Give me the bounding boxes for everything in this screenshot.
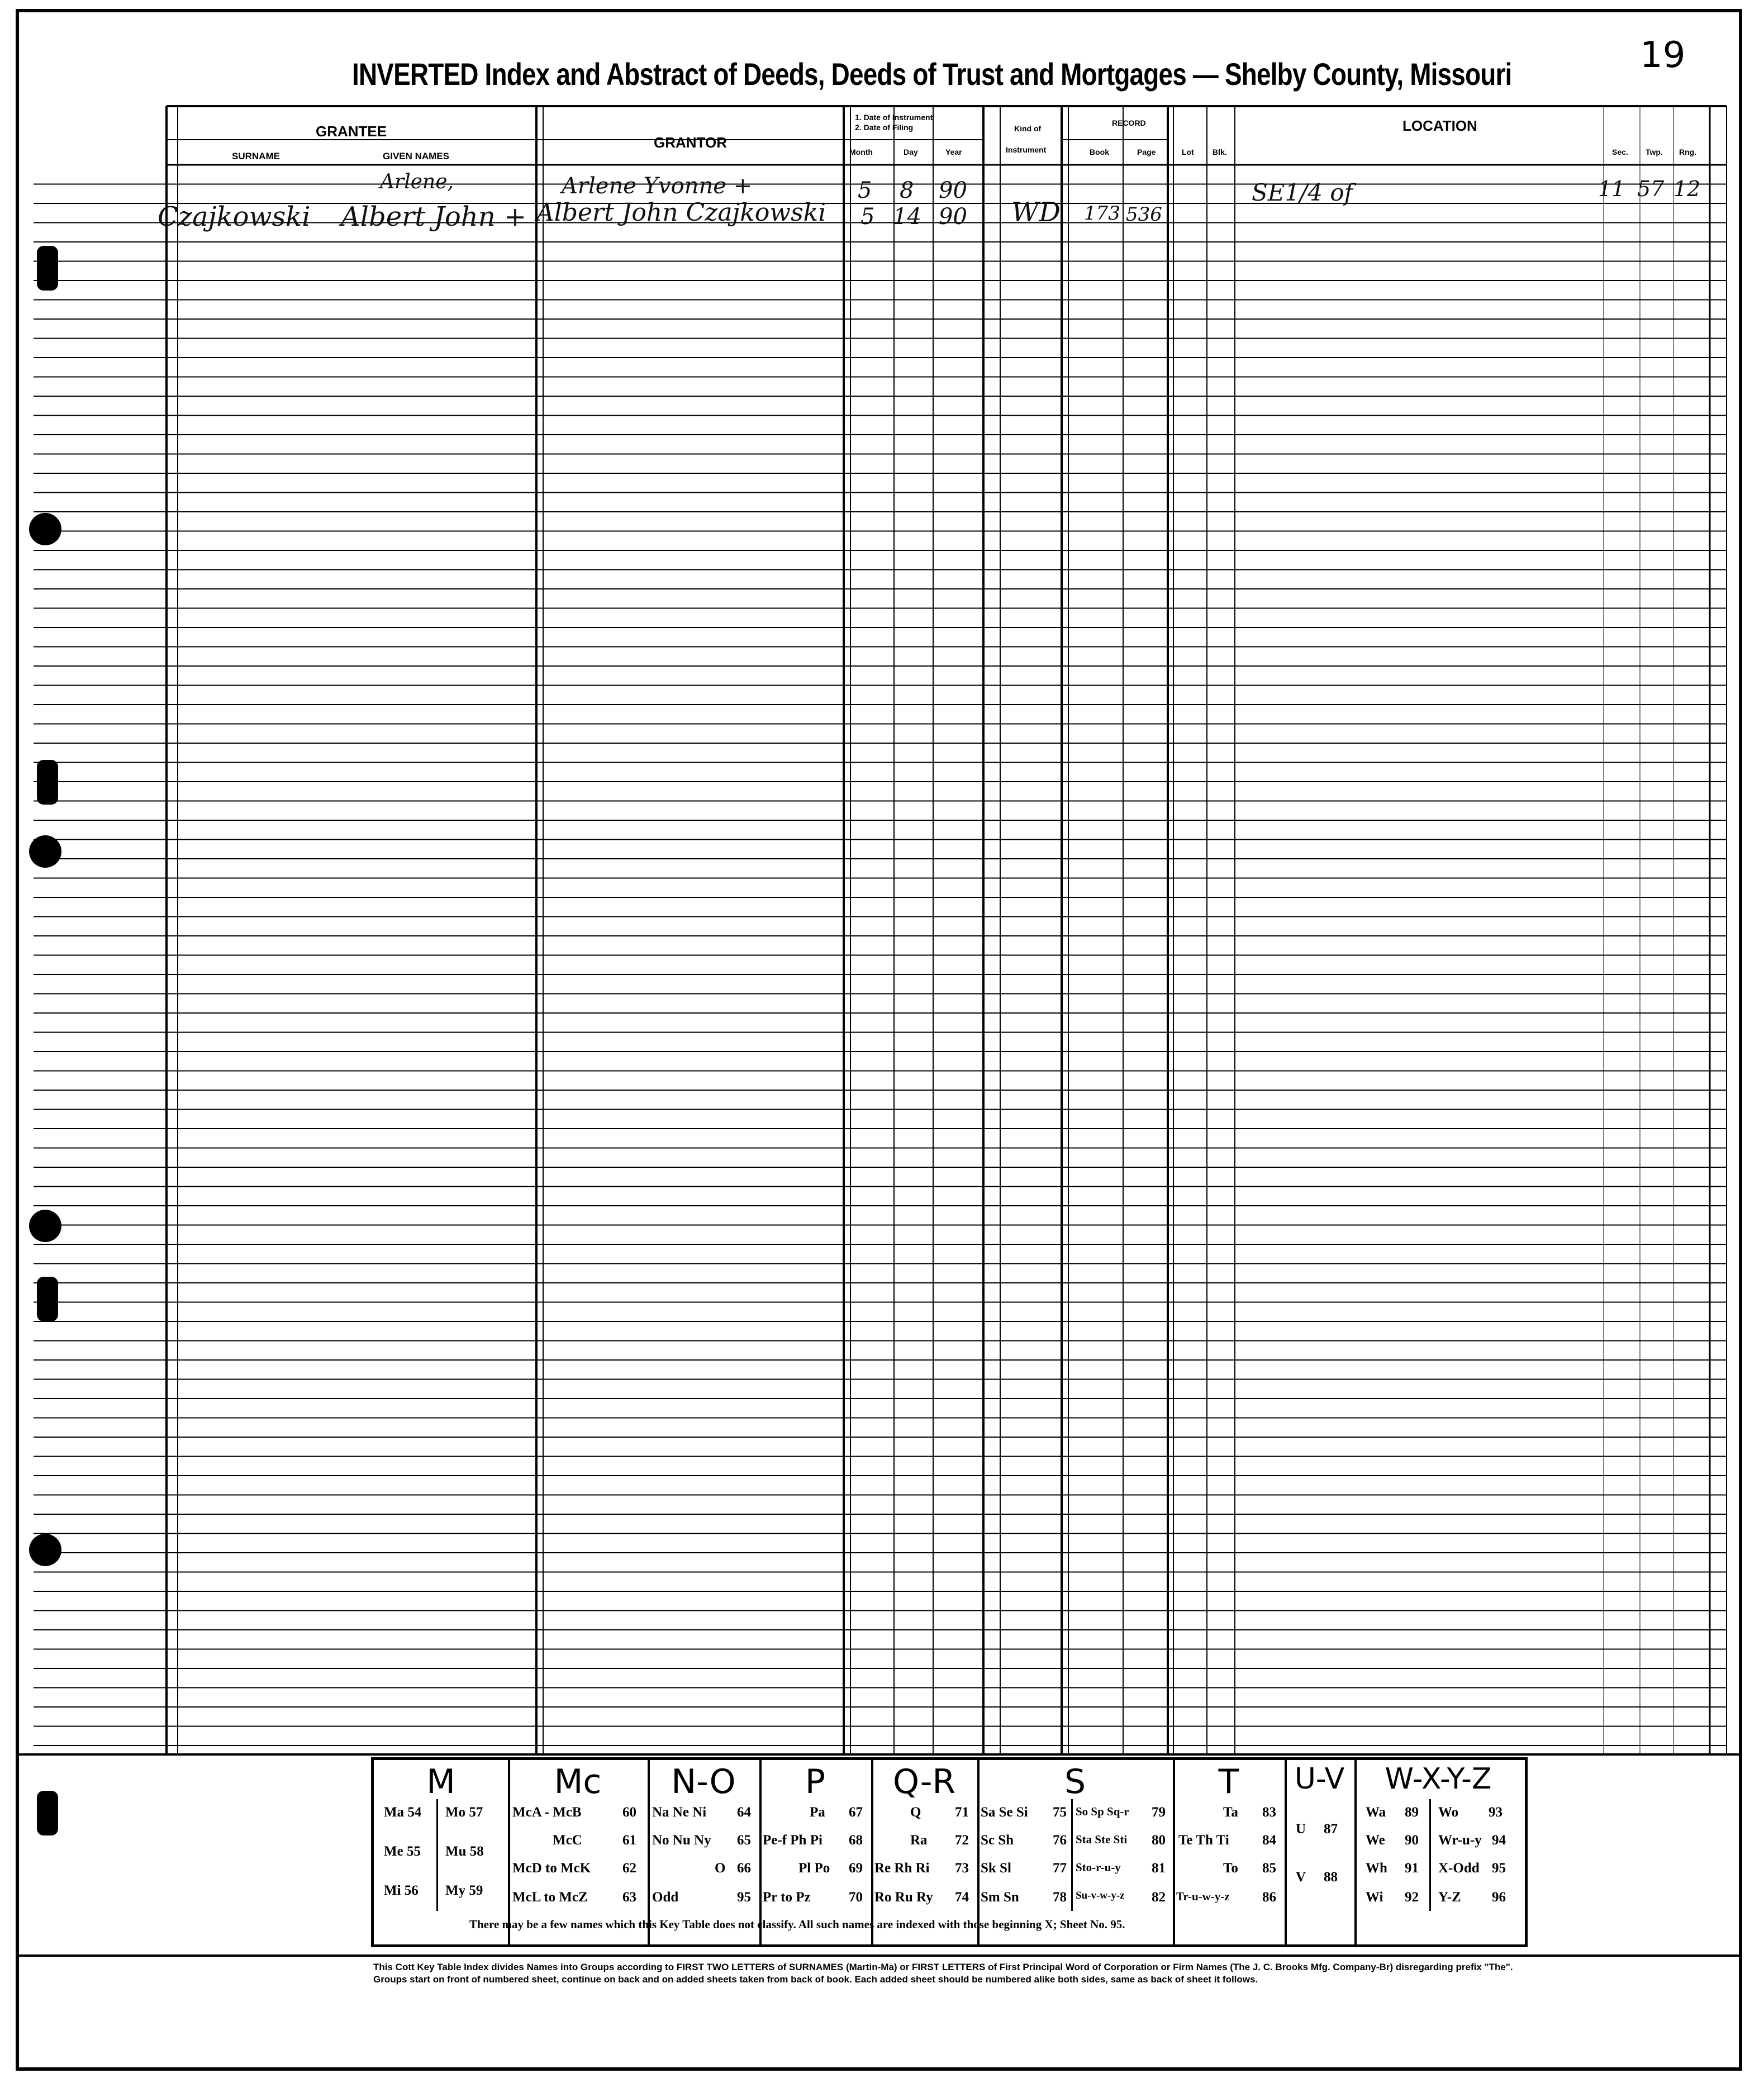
date-filing-header: 2. Date of Filing [855,123,914,132]
key-cell: 92 [1405,1890,1419,1905]
key-cell: Wr-u-y [1438,1833,1482,1848]
instrument-day: 8 [900,178,914,203]
key-cell: 79 [1152,1805,1166,1820]
key-cell: 82 [1152,1890,1166,1905]
key-cell: Pr to Pz [763,1890,811,1905]
page-number: 19 [1640,35,1686,76]
lot-header: Lot [1182,148,1194,156]
key-cell: No Nu Ny [652,1833,711,1848]
month-header: Month [849,148,873,156]
key-cell: Ra [910,1833,928,1848]
grantor-line1: Arlene Yvonne + [562,173,753,199]
key-col-p [759,1760,873,1944]
key-col-qr [871,1760,980,1944]
key-cell: 75 [1053,1805,1067,1820]
grantee-surname: Czajkowski [158,201,311,232]
key-cell: 87 [1324,1822,1338,1837]
key-cell: Q [910,1805,921,1820]
key-cell: 95 [737,1890,751,1905]
blk-header: Blk. [1213,148,1227,156]
key-cell: Wi [1366,1890,1383,1905]
key-cell: 96 [1492,1890,1506,1905]
key-col-uv [1285,1760,1357,1944]
key-cell: 81 [1152,1861,1166,1876]
key-cell: 77 [1053,1861,1067,1876]
key-cell: 66 [737,1861,751,1876]
key-cell: Odd [652,1890,679,1905]
key-cell: McL to McZ [512,1890,588,1905]
key-cell: Me 55 [384,1844,421,1859]
footer-rule [16,1954,1742,1957]
key-cell: Sc Sh [981,1833,1014,1848]
instrument-kind: WD [1011,197,1061,228]
key-cell: 80 [1152,1833,1166,1848]
location-header: LOCATION [1402,117,1477,134]
key-cell: 68 [849,1833,863,1848]
key-divider [1429,1799,1431,1911]
key-cell: Y-Z [1438,1890,1461,1905]
key-cell: 63 [622,1890,636,1905]
key-cell: McC [553,1833,582,1848]
key-cell: 69 [849,1861,863,1876]
key-cell: Na Ne Ni [652,1805,707,1820]
key-col-mc [508,1760,650,1944]
instrument-year: 90 [939,178,967,203]
footer-instructions: This Cott Key Table Index divides Names into Groups according to FIRST TWO LETTERS of SURNAMES (Martin-Ma) or FIRST LETTERS of First Principal Word of Corporation or Firm Names (The J. C. Brooks Mfg. Company-Br) disregarding prefix "The". Groups start on front of numbered sheet, continue on back and on added sheets taken from back of book. Each added sheet should be numbered alike both sides, same as back of sheet it follows. [373,1962,1513,1985]
key-cell: 93 [1489,1805,1503,1820]
key-cell: Pa [810,1805,825,1820]
record-header: RECORD [1112,118,1146,127]
key-cell: Mi 56 [384,1883,419,1898]
key-cell: 65 [737,1833,751,1848]
key-cell: 73 [955,1861,969,1876]
key-head: W-X-Y-Z [1385,1762,1492,1796]
key-head: S [1064,1762,1086,1801]
instrument-month: 5 [858,178,872,203]
location-twp: 57 [1637,177,1665,201]
key-head: N-O [671,1762,736,1801]
key-cell: O [715,1861,726,1876]
key-cell: Re Rh Ri [874,1861,930,1876]
kind-of-header: Kind of [1014,124,1042,133]
key-cell: 84 [1262,1833,1276,1848]
key-head: P [805,1762,826,1801]
key-cell: 83 [1262,1805,1276,1820]
key-head: Q-R [892,1762,956,1801]
page-col-header: Page [1137,148,1156,156]
key-cell: 78 [1053,1890,1067,1905]
year-header: Year [945,148,962,156]
sec-header: Sec. [1612,148,1628,156]
key-cell: 94 [1492,1833,1506,1848]
filing-month: 5 [860,204,875,230]
grantee-given-line1: Arlene, [380,170,454,193]
date-instrument-header: 1. Date of Instrument [855,113,933,122]
grantee-header: GRANTEE [316,123,387,140]
grantor-line2: Albert John Czajkowski [536,198,826,227]
location-rng: 12 [1673,177,1701,201]
key-cell: 67 [849,1805,863,1820]
instrument-header: Instrument [1006,145,1047,154]
key-cell: Ma 54 [384,1805,422,1820]
location-description: SE1/4 of [1252,179,1353,206]
key-cell: Sto-r-u-y [1076,1861,1121,1874]
key-cell: 86 [1262,1890,1276,1905]
key-cell: V [1296,1870,1306,1885]
key-cell: 90 [1405,1833,1419,1848]
book-header: Book [1090,148,1109,156]
key-head: U-V [1294,1762,1345,1796]
key-cell: Wa [1366,1805,1386,1820]
key-cell: 61 [622,1833,636,1848]
key-cell: Wo [1438,1805,1459,1820]
record-page: 536 [1126,203,1162,226]
day-header: Day [904,148,918,156]
key-cell: Ro Ru Ry [874,1890,933,1905]
key-col-wxyz [1354,1760,1522,1944]
key-cell: 72 [955,1833,969,1848]
key-divider [436,1799,438,1911]
key-cell: Mo 57 [445,1805,483,1820]
key-cell: Tr-u-w-y-z [1176,1890,1230,1903]
key-cell: 91 [1405,1861,1419,1876]
key-cell: Sm Sn [981,1890,1019,1905]
key-head: Mc [554,1762,602,1801]
key-cell: McA - McB [512,1805,582,1820]
key-cell: Pe-f Ph Pi [763,1833,822,1848]
key-cell: Wh [1366,1861,1387,1876]
key-cell: 85 [1262,1861,1276,1876]
key-cell: 95 [1492,1861,1506,1876]
key-cell: 62 [622,1861,636,1876]
key-cell: Te Th Ti [1178,1833,1229,1848]
key-cell: X-Odd [1438,1861,1480,1876]
key-col-t [1173,1760,1287,1944]
given-names-header: GIVEN NAMES [383,151,450,161]
key-cell: 76 [1053,1833,1067,1848]
key-cell: Mu 58 [445,1844,484,1859]
key-cell: 89 [1405,1805,1419,1820]
key-cell: U [1296,1822,1306,1837]
key-cell: Su-v-w-y-z [1076,1890,1125,1901]
key-cell: Ta [1223,1805,1238,1820]
filing-year: 90 [939,204,967,230]
key-cell: Pl Po [798,1861,830,1876]
key-cell: McD to McK [512,1861,591,1876]
grantor-header: GRANTOR [654,134,727,151]
key-cell: 70 [849,1890,863,1905]
key-head: T [1218,1762,1239,1801]
key-cell: To [1223,1861,1238,1876]
surname-header: SURNAME [232,151,280,161]
key-divider [1071,1799,1073,1911]
key-cell: Sk Sl [981,1861,1011,1876]
key-cell: We [1366,1833,1385,1848]
key-cell: 88 [1324,1870,1338,1885]
page-title: INVERTED Index and Abstract of Deeds, Deeds of Trust and Mortgages — Shelby County, Missouri [352,56,1512,92]
key-col-no [648,1760,762,1944]
footer-rule [16,1753,1742,1756]
key-cell: My 59 [445,1883,483,1898]
key-head: M [426,1762,455,1801]
key-cell: 60 [622,1805,636,1820]
key-cell: So Sp Sq-r [1076,1805,1129,1818]
key-cell: Sa Se Si [981,1805,1028,1820]
key-cell: 71 [955,1805,969,1820]
key-table-note: There may be a few names which this Key Table does not classify. All such names are indexed with those beginning X; Sheet No. 95. [469,1918,1125,1931]
filing-day: 14 [893,204,921,230]
rng-header: Rng. [1679,148,1697,156]
twp-header: Twp. [1646,148,1663,156]
key-cell: 74 [955,1890,969,1905]
key-cell: 64 [737,1805,751,1820]
key-col-m [374,1760,510,1944]
key-cell: Sta Ste Sti [1076,1833,1128,1846]
location-sec: 11 [1598,177,1625,201]
grantee-given-line2: Albert John + [341,201,527,232]
key-col-s [977,1760,1175,1944]
record-book: 173 [1084,202,1120,225]
